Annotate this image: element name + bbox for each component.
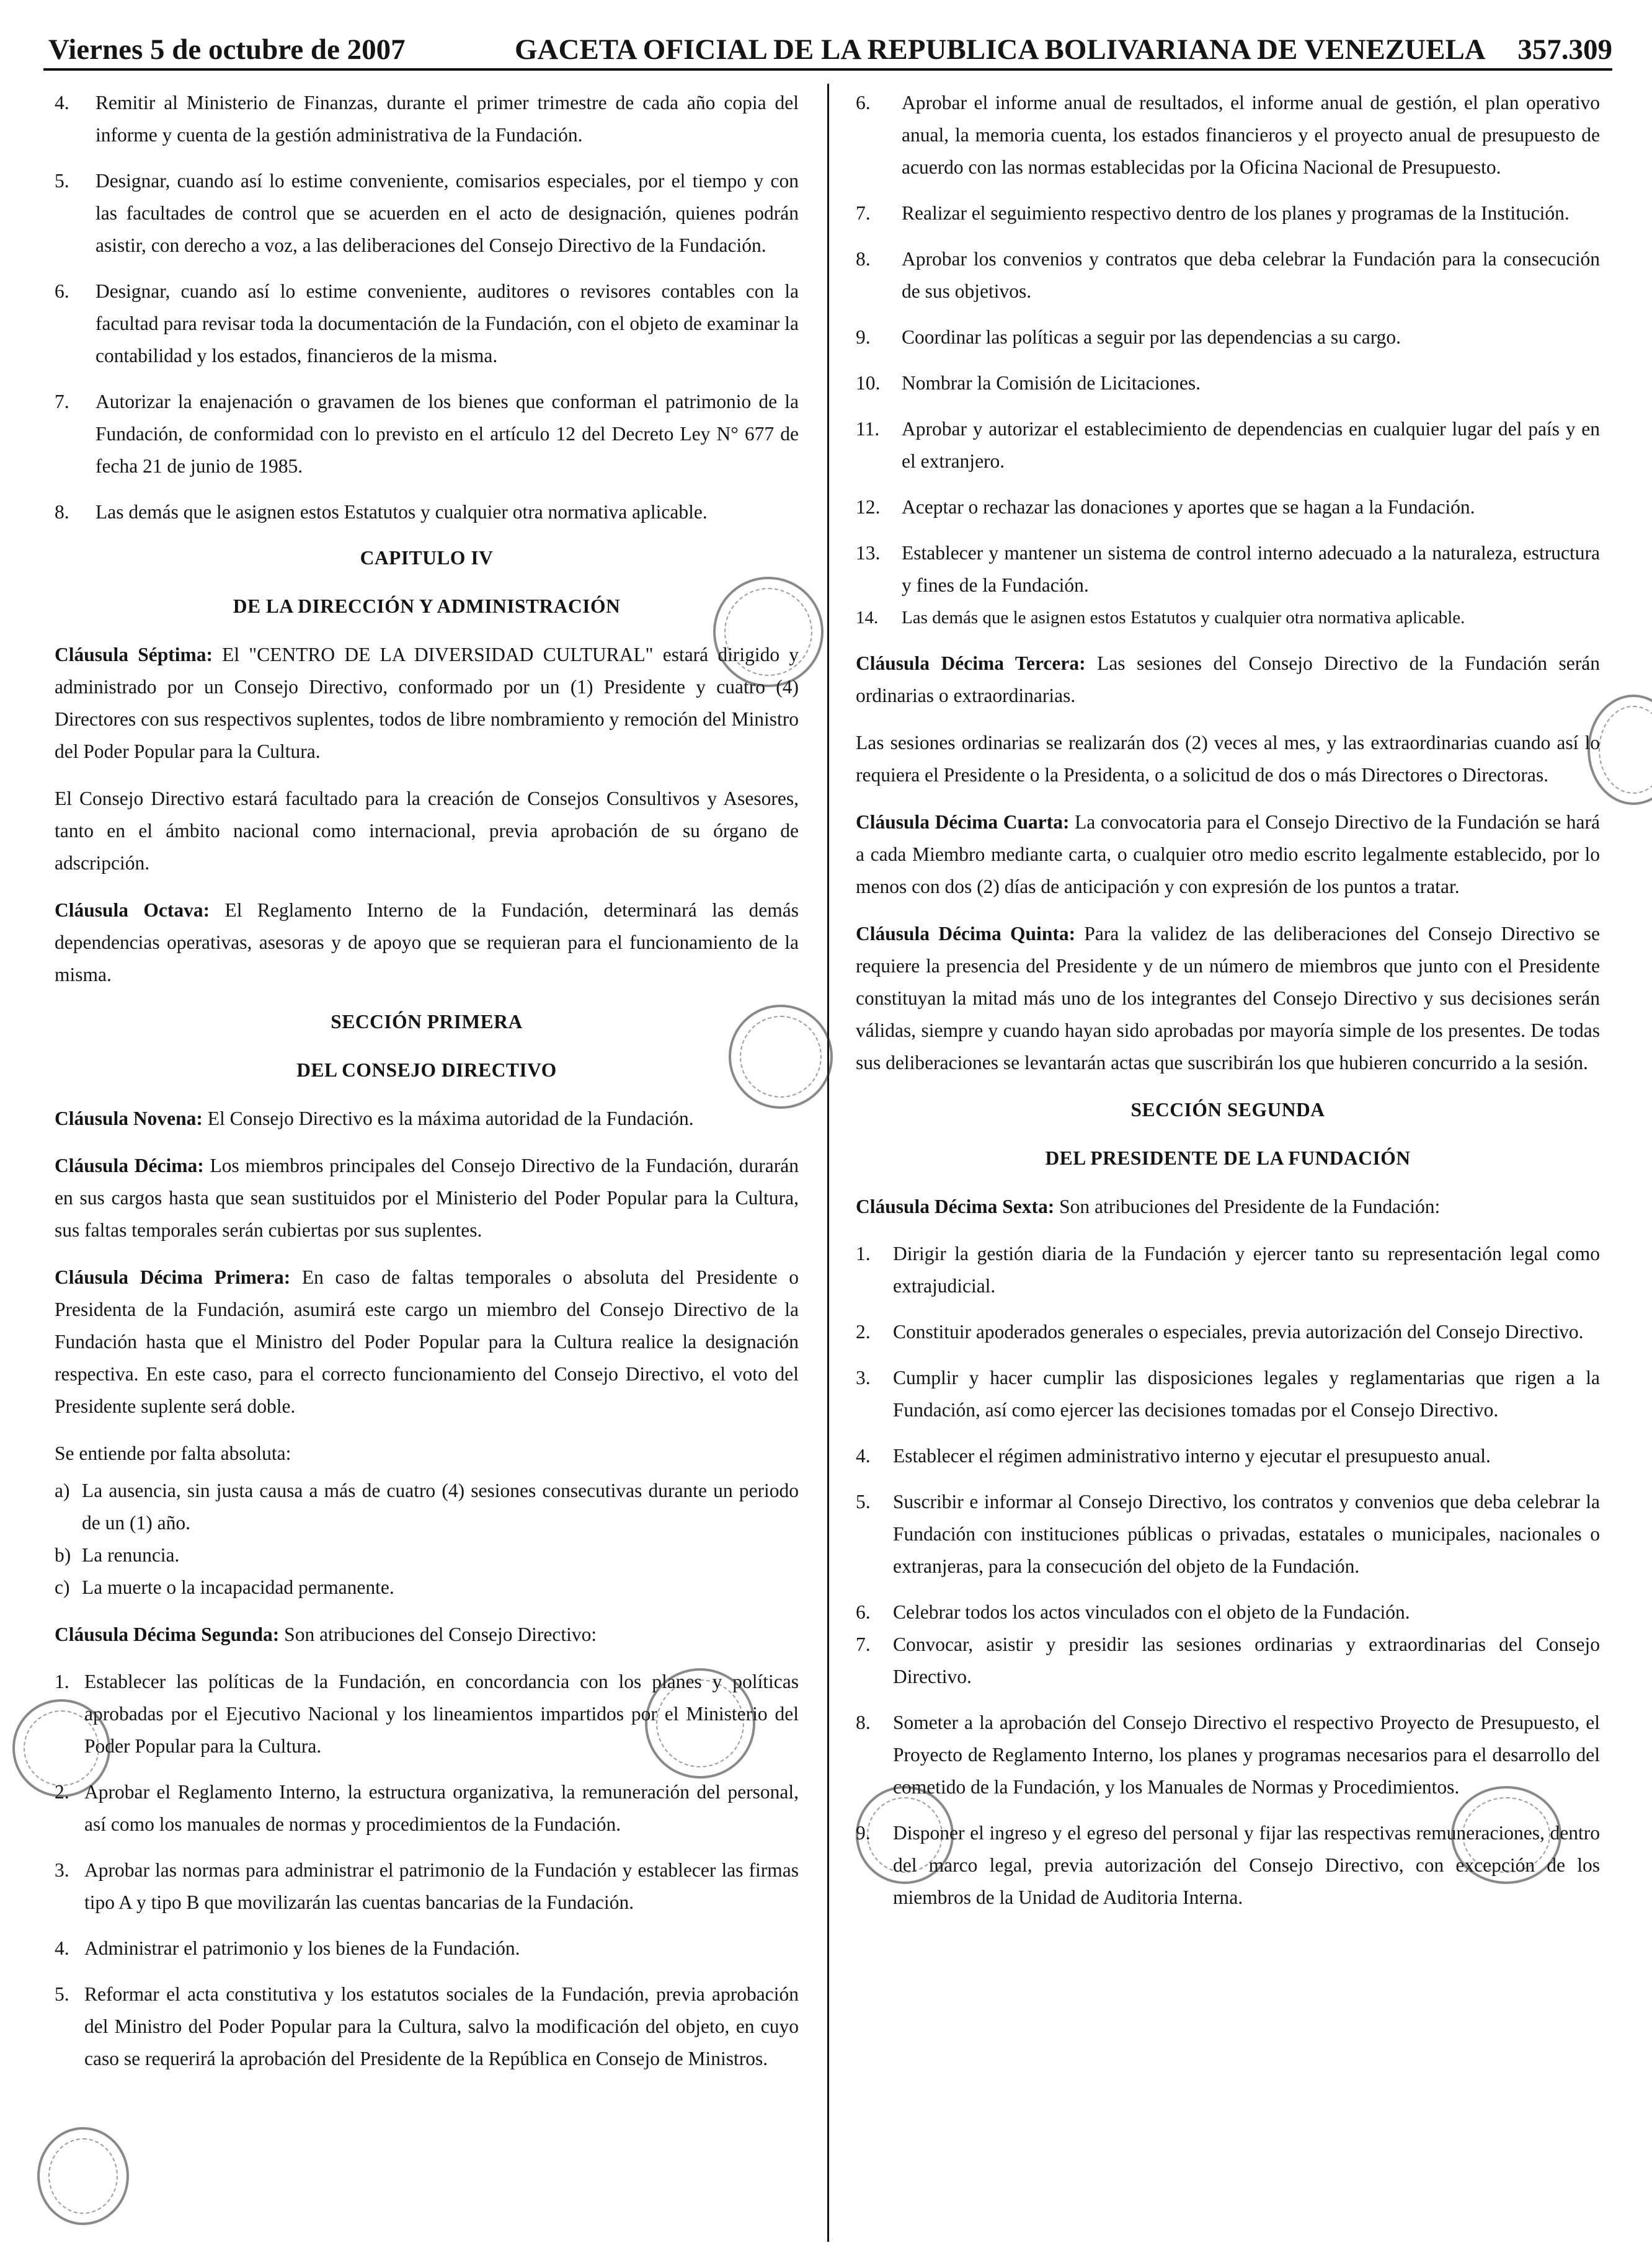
- header-title: GACETA OFICIAL DE LA REPUBLICA BOLIVARIANA DE VENEZUELA: [515, 33, 1486, 66]
- item-text: Designar, cuando así lo estime conveniente, auditores o revisores contables con la facultad para revisar toda la documentación de la Fundación, con el objeto de examinar la contabilidad y los estados, financieros de la misma.: [95, 280, 799, 367]
- section-subtitle: DEL CONSEJO DIRECTIVO: [296, 1059, 557, 1081]
- clause-label: Cláusula Décima Cuarta:: [856, 811, 1070, 833]
- seal-stamp: [856, 1786, 954, 1884]
- list-item: [55, 1854, 799, 1919]
- list-item: [856, 1596, 1600, 1628]
- item-number: 1.: [856, 1243, 871, 1264]
- item-number: 3.: [856, 1367, 871, 1388]
- list-item: [55, 1539, 799, 1571]
- left-column: [55, 87, 799, 2089]
- left-items-a: [55, 87, 799, 528]
- clause-label: Cláusula Séptima:: [55, 644, 213, 665]
- item-text: Establecer las políticas de la Fundación, en concordancia con los planes y políticas aprobadas por el Ejecutivo Nacional y los lineamientos impartidos por el Ministerio del Poder Popular para la Cultura.: [84, 1671, 799, 1757]
- item-number: 13.: [856, 542, 881, 564]
- right-items-a: [856, 87, 1600, 634]
- item-text: La renuncia.: [82, 1544, 180, 1566]
- item-text: Establecer el régimen administrativo interno y ejecutar el presupuesto anual.: [893, 1445, 1491, 1467]
- item-text: Celebrar todos los actos vinculados con el objeto de la Fundación.: [893, 1601, 1410, 1623]
- item-letter: c): [55, 1576, 70, 1598]
- section-title: SECCIÓN PRIMERA: [331, 1011, 523, 1033]
- list-item: [856, 1486, 1600, 1583]
- seal-stamp: [645, 1668, 755, 1779]
- item-text: Las demás que le asignen estos Estatutos y cualquier otra normativa aplicable.: [95, 501, 708, 523]
- item-number: 12.: [856, 496, 881, 518]
- clause-text: El Consejo Directivo es la máxima autoridad de la Fundación.: [202, 1108, 694, 1129]
- item-text: La ausencia, sin justa causa a más de cuatro (4) sesiones consecutivas durante un periodo de un (1) año.: [82, 1480, 799, 1534]
- item-number: 7.: [856, 202, 871, 224]
- item-number: 5.: [55, 170, 69, 192]
- list-item: [856, 602, 1600, 634]
- item-number: 9.: [856, 1822, 871, 1844]
- item-text: Someter a la aprobación del Consejo Directivo el respectivo Proyecto de Presupuesto, el Proyecto de Reglamento Interno, los planes y programas necesarios para el desarrollo del cometido de la Fundación, y los Manuales de Normas y Procedimientos.: [893, 1712, 1600, 1798]
- item-number: 5.: [55, 1983, 69, 2005]
- clause-label: Cláusula Octava:: [55, 899, 210, 921]
- clause-text: El "CENTRO DE LA DIVERSIDAD CULTURAL" estará dirigido y administrado por un Consejo Directivo, conformado por un (1) Presidente y cuatro (4) Directores con sus respectivos suplentes, todos de libre nombramiento y remoción del Ministro del Poder Popular para la Cultura.: [55, 644, 799, 762]
- item-number: 8.: [856, 248, 871, 270]
- list-item: [55, 386, 799, 482]
- item-number: 4.: [55, 92, 69, 113]
- clause-text: El Reglamento Interno de la Fundación, determinará las demás dependencias operativas, asesoras y de apoyo que se requieran para el funcionamiento de la misma.: [55, 899, 799, 985]
- item-number: 5.: [856, 1491, 871, 1513]
- clause-septima: [55, 639, 799, 768]
- item-letter: b): [55, 1544, 71, 1566]
- item-text: Aprobar el Reglamento Interno, la estructura organizativa, la remuneración del personal, así como los manuales de normas y procedimientos de la Fundación.: [84, 1781, 799, 1835]
- list-item: [856, 1316, 1600, 1348]
- item-number: 7.: [856, 1633, 871, 1655]
- item-number: 7.: [55, 391, 69, 412]
- clause-decima-sexta: [856, 1191, 1600, 1223]
- item-number: 14.: [856, 608, 879, 628]
- item-number: 1.: [55, 1671, 69, 1692]
- column-divider: [827, 84, 829, 2242]
- falta-list: [55, 1475, 799, 1604]
- list-item: [856, 243, 1600, 308]
- list-item: [856, 537, 1600, 602]
- list-item: [55, 1571, 799, 1604]
- item-text: Nombrar la Comisión de Licitaciones.: [902, 372, 1201, 394]
- item-text: Suscribir e informar al Consejo Directivo, los contratos y convenios que deba celebrar la Fundación con instituciones públicas o privadas, estatales o municipales, nacionales o extranjeras, para la consecución del objeto de la Fundación.: [893, 1491, 1600, 1577]
- item-text: Aprobar las normas para administrar el patrimonio de la Fundación y establecer las firmas tipo A y tipo B que movilizarán las cuentas bancarias de la Fundación.: [84, 1859, 799, 1913]
- list-item: [55, 496, 799, 528]
- item-text: Establecer y mantener un sistema de control interno adecuado a la naturaleza, estructura y fines de la Fundación.: [902, 542, 1600, 596]
- clause-label: Cláusula Décima Sexta:: [856, 1196, 1055, 1217]
- item-text: Constituir apoderados generales o especiales, previa autorización del Consejo Directivo.: [893, 1321, 1584, 1343]
- list-item: [856, 367, 1600, 399]
- header-date: Viernes 5 de octubre de 2007: [48, 33, 406, 66]
- list-item: [856, 321, 1600, 353]
- list-item: [55, 1978, 799, 2075]
- clause-text: Son atribuciones del Presidente de la Fundación:: [1054, 1196, 1441, 1217]
- clause-decima-tercera-p2: Las sesiones ordinarias se realizarán dos (2) veces al mes, y las extraordinarias cuando así lo requiera el Presidente o la Presidenta, o a solicitud de dos o más Directores o Directoras.: [856, 732, 1600, 786]
- item-number: 4.: [856, 1445, 871, 1467]
- item-number: 2.: [856, 1321, 871, 1343]
- clause-text: En caso de faltas temporales o absoluta del Presidente o Presidenta de la Fundación, asumirá este cargo un miembro del Consejo Directivo de la Fundación hasta que el Ministro del Poder Popular para la Cultura realice la designación respectiva. En este caso, para el correcto funcionamiento del Consejo Directivo, el voto del Presidente suplente será doble.: [55, 1266, 799, 1417]
- clause-text: Las sesiones del Consejo Directivo de la Fundación serán ordinarias o extraordinarias.: [856, 652, 1600, 706]
- item-number: 8.: [856, 1712, 871, 1733]
- right-column: [856, 87, 1600, 1927]
- list-item: [856, 1362, 1600, 1426]
- item-number: 6.: [55, 280, 69, 302]
- seal-stamp: [729, 1005, 833, 1109]
- seal-stamp: [37, 2127, 129, 2225]
- item-number: 10.: [856, 372, 881, 394]
- item-text: Administrar el patrimonio y los bienes de la Fundación.: [84, 1937, 520, 1959]
- chapter-subtitle: DE LA DIRECCIÓN Y ADMINISTRACIÓN: [233, 595, 621, 617]
- item-number: 3.: [55, 1859, 69, 1881]
- clause-decima-cuarta: [856, 806, 1600, 903]
- list-item: [55, 1776, 799, 1841]
- item-number: 2.: [55, 1781, 69, 1803]
- item-text: Reformar el acta constitutiva y los estatutos sociales de la Fundación, previa aprobación del Ministro del Poder Popular para la Cultura, salvo la modificación del objeto, en cuyo caso se requerirá la aprobación del Presidente de la República en Consejo de Ministros.: [84, 1983, 799, 2069]
- falta-intro: Se entiende por falta absoluta:: [55, 1442, 291, 1464]
- item-text: Realizar el seguimiento respectivo dentro de los planes y programas de la Institución.: [902, 202, 1570, 224]
- list-item: [55, 165, 799, 262]
- list-item: [55, 87, 799, 151]
- clause-label: Cláusula Décima:: [55, 1155, 204, 1176]
- item-text: Designar, cuando así lo estime conveniente, comisarios especiales, por el tiempo y con las facultades de control que se acuerden en el acto de designación, quienes podrán asistir, con derecho a voz, a las deliberaciones del Consejo Directivo de la Fundación.: [95, 170, 799, 256]
- list-item: [55, 275, 799, 372]
- clause-octava: [55, 894, 799, 991]
- clause-label: Cláusula Décima Primera:: [55, 1266, 291, 1288]
- clause-text: La convocatoria para el Consejo Directivo de la Fundación se hará a cada Miembro mediante carta, o cualquier otro medio escrito legalmente establecido, por lo menos con dos (2) días de anticipación y con expresión de los puntos a tratar.: [856, 811, 1600, 897]
- seal-stamp: [12, 1699, 110, 1797]
- list-item: [55, 1932, 799, 1965]
- seal-stamp: [1451, 1786, 1561, 1884]
- item-number: 4.: [55, 1937, 69, 1959]
- clause-decima-quinta: [856, 918, 1600, 1079]
- clause-label: Cláusula Novena:: [55, 1108, 203, 1129]
- seal-stamp: [713, 577, 824, 687]
- item-text: Aprobar los convenios y contratos que deba celebrar la Fundación para la consecución de sus objetivos.: [902, 248, 1600, 302]
- item-text: Aprobar el informe anual de resultados, el informe anual de gestión, el plan operativo anual, la memoria cuenta, los estados financieros y el proyecto anual de presupuesto de acuerdo con las normas establecidas por la Oficina Nacional de Presupuesto.: [902, 92, 1600, 178]
- section-title: SECCIÓN SEGUNDA: [1130, 1099, 1325, 1121]
- list-item: [856, 197, 1600, 229]
- list-item: [856, 413, 1600, 478]
- item-number: 11.: [856, 418, 880, 440]
- list-item: [856, 87, 1600, 184]
- clause-text: Para la validez de las deliberaciones del Consejo Directivo se requiere la presencia del Presidente y de un número de miembros que junto con el Presidente constituyan la mitad más uno de los integrantes del Consejo Directivo y sus decisiones serán válidas, siempre y cuando hayan sido aprobadas por mayoría simple de los presentes. De todas sus deliberaciones se levantarán actas que suscribirán los que hubieren concurrido a la sesión.: [856, 923, 1600, 1073]
- section-subtitle: DEL PRESIDENTE DE LA FUNDACIÓN: [1045, 1147, 1411, 1169]
- item-text: Convocar, asistir y presidir las sesiones ordinarias y extraordinarias del Consejo Directivo.: [893, 1633, 1600, 1687]
- clause-text: Son atribuciones del Consejo Directivo:: [279, 1624, 597, 1645]
- item-text: Aprobar y autorizar el establecimiento de dependencias en cualquier lugar del país y en el extranjero.: [902, 418, 1600, 472]
- item-text: Coordinar las políticas a seguir por las dependencias a su cargo.: [902, 326, 1401, 348]
- item-text: Disponer el ingreso y el egreso del personal y fijar las respectivas remuneraciones, dentro del marco legal, previa autorización del Consejo Directivo, con excepción de los miembros de la Unidad de Auditoria Interna.: [893, 1822, 1600, 1908]
- list-item: [856, 1628, 1600, 1693]
- clause-septima-p2: El Consejo Directivo estará facultado para la creación de Consejos Consultivos y Asesores, tanto en el ámbito nacional como internacional, previa aprobación de su órgano de adscripción.: [55, 788, 799, 874]
- clause-decima-segunda: [55, 1619, 799, 1651]
- clause-novena: [55, 1103, 799, 1135]
- item-text: Autorizar la enajenación o gravamen de los bienes que conforman el patrimonio de la Fundación, de conformidad con lo previsto en el artículo 12 del Decreto Ley N° 677 de fecha 21 de junio de 1985.: [95, 391, 799, 477]
- clause-text: Los miembros principales del Consejo Directivo de la Fundación, durarán en sus cargos hasta que sean sustituidos por el Ministerio del Poder Popular para la Cultura, sus faltas temporales serán cubiertas por sus suplentes.: [55, 1155, 799, 1241]
- clause-decima-tercera: [856, 647, 1600, 712]
- item-text: Las demás que le asignen estos Estatutos y cualquier otra normativa aplicable.: [902, 608, 1465, 628]
- list-item: [856, 491, 1600, 523]
- item-text: Remitir al Ministerio de Finanzas, durante el primer trimestre de cada año copia del informe y cuenta de la gestión administrativa de la Fundación.: [95, 92, 799, 146]
- item-number: 6.: [856, 92, 871, 113]
- page-header: [43, 31, 1612, 71]
- clause-label: Cláusula Décima Tercera:: [856, 652, 1086, 674]
- clause-label: Cláusula Décima Segunda:: [55, 1624, 280, 1645]
- clause-decima: [55, 1150, 799, 1246]
- header-page-number: 357.309: [1517, 33, 1612, 66]
- clause-decima-primera: [55, 1261, 799, 1423]
- list-item: [856, 1440, 1600, 1472]
- chapter-title: CAPITULO IV: [360, 547, 494, 569]
- clause-label: Cláusula Décima Quinta:: [856, 923, 1076, 944]
- item-text: Dirigir la gestión diaria de la Fundación y ejercer tanto su representación legal como extrajudicial.: [893, 1243, 1600, 1297]
- item-number: 8.: [55, 501, 69, 523]
- item-letter: a): [55, 1480, 70, 1501]
- item-text: Cumplir y hacer cumplir las disposiciones legales y reglamentarias que rigen a la Fundación, así como ejercer las decisiones tomadas por el Consejo Directivo.: [893, 1367, 1600, 1421]
- item-number: 9.: [856, 326, 871, 348]
- list-item: [856, 1238, 1600, 1302]
- item-text: Aceptar o rechazar las donaciones y aportes que se hagan a la Fundación.: [902, 496, 1475, 518]
- item-text: La muerte o la incapacidad permanente.: [82, 1576, 394, 1598]
- list-item: [55, 1475, 799, 1539]
- item-number: 6.: [856, 1601, 871, 1623]
